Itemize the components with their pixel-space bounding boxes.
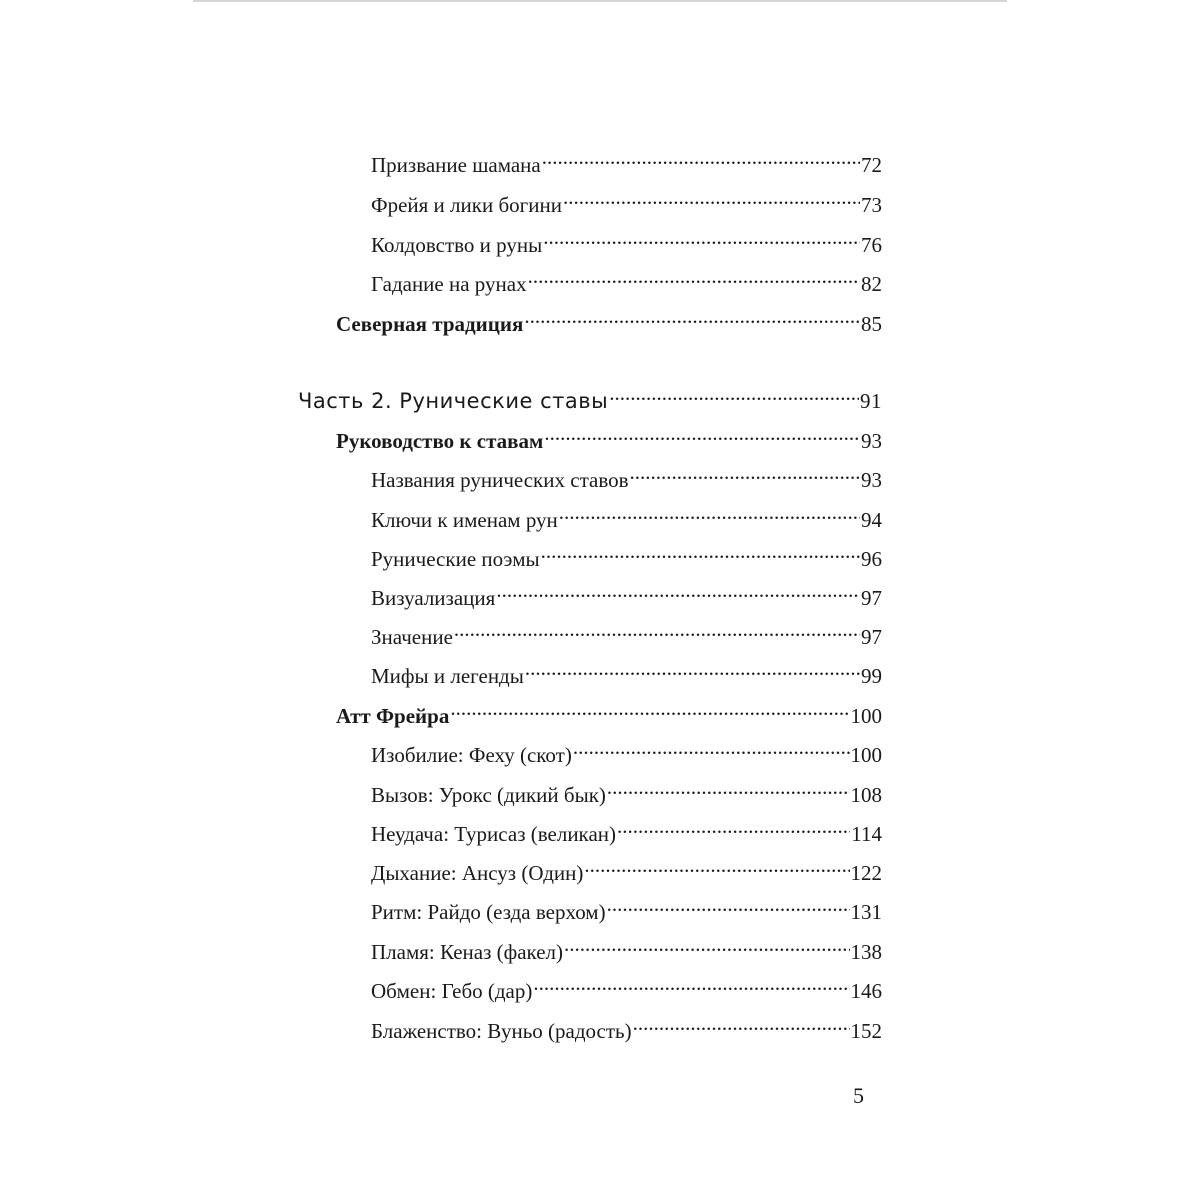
toc-entry-label: Рунические поэмы <box>371 547 540 571</box>
toc-entry[interactable] <box>371 457 882 492</box>
toc-entry-page: 97 <box>861 586 882 610</box>
toc-entry[interactable] <box>371 772 882 807</box>
toc-entry-label: Вызов: Урокс (дикий бык) <box>371 783 606 807</box>
toc-section-entry[interactable] <box>336 693 882 728</box>
toc-entry-page: 131 <box>850 900 882 924</box>
toc-entry-page: 100 <box>850 704 882 728</box>
toc-entry[interactable] <box>371 614 882 649</box>
toc-entry[interactable] <box>371 497 882 532</box>
toc-entry[interactable] <box>371 1008 882 1043</box>
toc-entry-page: 122 <box>850 861 882 885</box>
dot-leader <box>609 378 859 408</box>
toc-entry-page: 97 <box>861 625 882 649</box>
dot-leader <box>533 968 849 998</box>
toc-entry-label: Обмен: Гебо (дар) <box>371 979 533 1003</box>
page-number: 5 <box>853 1083 864 1108</box>
dot-leader <box>496 575 860 605</box>
dot-leader <box>541 536 860 566</box>
dot-leader <box>524 301 860 331</box>
toc-entry-label: Руководство к ставам <box>336 429 544 453</box>
toc-entry-page: 100 <box>850 743 882 767</box>
toc-entry-label: Визуализация <box>371 586 496 610</box>
toc-entry-label: Ключи к именам рун <box>371 508 558 532</box>
dot-leader <box>525 653 860 683</box>
dot-leader <box>617 811 850 841</box>
toc-entry-page: 94 <box>861 508 882 532</box>
toc-entry-page: 99 <box>861 664 882 688</box>
toc-entry-page: 96 <box>861 547 882 571</box>
toc-entry-page: 73 <box>861 193 882 217</box>
toc-entry-label: Атт Фрейра <box>336 704 450 728</box>
toc-entry-label: Гадание на рунах <box>371 272 527 296</box>
toc-part-entry[interactable] <box>298 378 882 413</box>
toc-entry-label: Колдовство и руны <box>371 233 543 257</box>
toc-entry-page: 91 <box>860 389 882 413</box>
dot-leader <box>630 457 860 487</box>
toc-entry-page: 85 <box>861 312 882 336</box>
toc-entry[interactable] <box>371 142 882 177</box>
dot-leader <box>542 142 860 172</box>
dot-leader <box>584 850 849 880</box>
dot-leader <box>563 182 860 212</box>
dot-leader <box>564 929 849 959</box>
toc-entry-label: Часть 2. Рунические ставы <box>298 389 609 413</box>
toc-entry[interactable] <box>371 575 882 610</box>
toc-entry[interactable] <box>371 261 882 296</box>
dot-leader <box>544 418 860 448</box>
toc-entry-page: 108 <box>850 783 882 807</box>
toc-entry[interactable] <box>371 889 882 924</box>
toc-entry-label: Фрейя и лики богини <box>371 193 562 217</box>
toc-entry-label: Ритм: Райдо (езда верхом) <box>371 900 606 924</box>
toc-entry-label: Значение <box>371 625 453 649</box>
toc-entry-page: 82 <box>861 272 882 296</box>
toc-entry-page: 152 <box>850 1019 882 1043</box>
toc-entry-label: Мифы и легенды <box>371 664 524 688</box>
dot-leader <box>573 732 850 762</box>
toc-entry[interactable] <box>371 732 882 767</box>
toc-entry-label: Блаженство: Вуньо (радость) <box>371 1019 632 1043</box>
toc-entry-page: 76 <box>861 233 882 257</box>
toc-entry-label: Названия рунических ставов <box>371 468 629 492</box>
toc-entry-page: 138 <box>850 940 882 964</box>
dot-leader <box>607 772 850 802</box>
toc-entry-label: Неудача: Турисаз (великан) <box>371 822 616 846</box>
toc-entry[interactable] <box>371 653 882 688</box>
toc-entry[interactable] <box>371 850 882 885</box>
toc-entry-label: Изобилие: Феху (скот) <box>371 743 572 767</box>
toc-section-entry[interactable] <box>336 301 882 336</box>
toc-entry-page: 93 <box>861 468 882 492</box>
toc-entry-label: Призвание шамана <box>371 153 541 177</box>
dot-leader <box>454 614 860 644</box>
toc-entry-label: Дыхание: Ансуз (Один) <box>371 861 584 885</box>
toc-entry-page: 146 <box>850 979 882 1003</box>
dot-leader <box>528 261 860 291</box>
dot-leader <box>607 889 850 919</box>
toc-section-entry[interactable] <box>336 418 882 453</box>
toc-entry-page: 72 <box>861 153 882 177</box>
toc-entry-page: 114 <box>851 822 882 846</box>
toc-entry-label: Северная традиция <box>336 312 524 336</box>
toc-entry[interactable] <box>371 182 882 217</box>
toc-entry-label: Пламя: Кеназ (факел) <box>371 940 564 964</box>
dot-leader <box>543 222 860 252</box>
dot-leader <box>450 693 849 723</box>
dot-leader <box>559 497 860 527</box>
toc-entry[interactable] <box>371 536 882 571</box>
toc-entry[interactable] <box>371 929 882 964</box>
toc-entry[interactable] <box>371 968 882 1003</box>
toc-entry[interactable] <box>371 811 882 846</box>
dot-leader <box>633 1008 850 1038</box>
toc-entry-page: 93 <box>861 429 882 453</box>
toc-entry[interactable] <box>371 222 882 257</box>
